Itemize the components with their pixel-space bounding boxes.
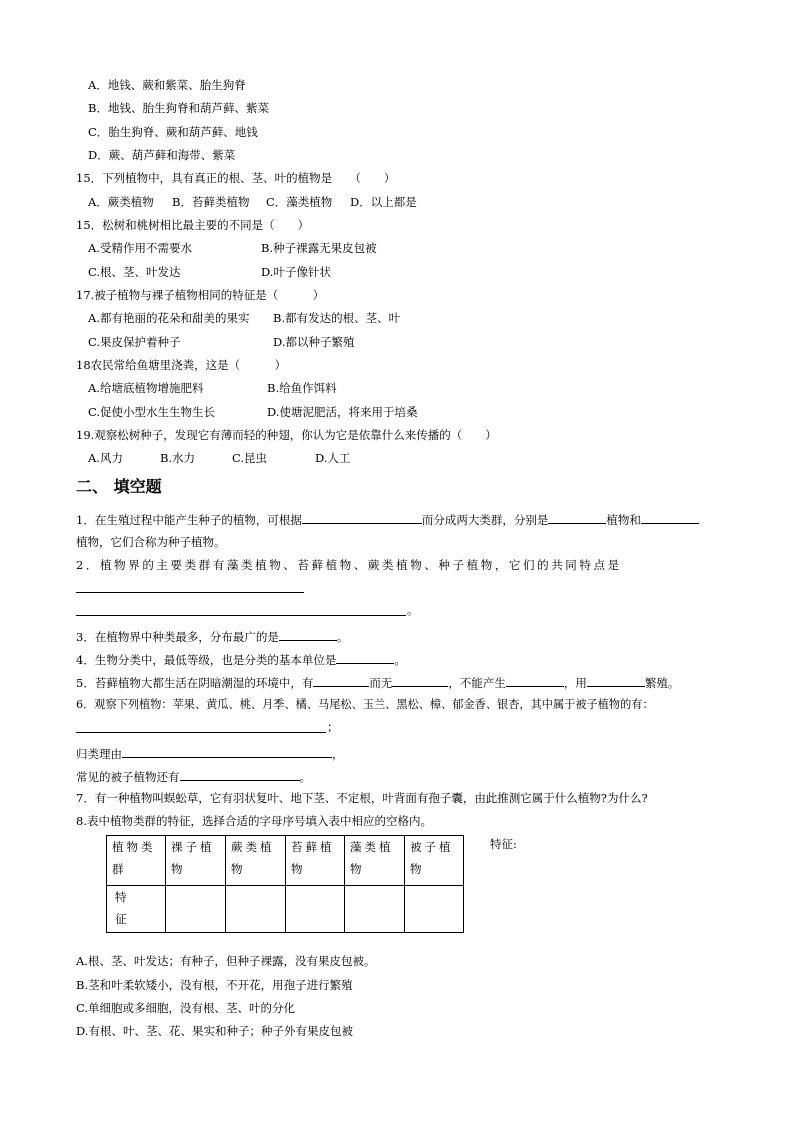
q15a-option-d: D．以上都是: [350, 195, 417, 209]
q18-option-b: B.给鱼作饵料: [267, 381, 337, 395]
table-header-cell: 藻类植物: [345, 836, 405, 886]
q14-option-d: D．蕨、葫芦藓和海带、紫菜: [88, 148, 236, 162]
answer-line[interactable]: [76, 615, 406, 616]
fill-q6-common: 常见的被子植物还有 。: [76, 767, 311, 785]
q14-option-b: B．地钱、胎生狗脊和葫芦藓、紫菜: [88, 101, 269, 115]
table-header-cell: 植物类群: [107, 836, 166, 886]
q15b-option-c: C.根、茎、叶发达: [88, 265, 181, 279]
feature-a: A.根、茎、叶发达；有种子，但种子裸露，没有果皮包被。: [76, 954, 376, 968]
blank[interactable]: [336, 650, 394, 664]
fill-q1-line2: 植物，它们合称为种子植物。: [76, 535, 226, 549]
q15a-option-b: B．苔藓类植物: [172, 195, 250, 209]
table-row-label: 特征: [107, 886, 166, 933]
table-side-label: 特征:: [490, 837, 517, 851]
table-cell[interactable]: [345, 886, 405, 933]
fill-q1-line1: 1．在生殖过程中能产生种子的植物，可根据 而分成两大类群，分别是 植物和: [76, 510, 699, 528]
q19-option-c: C.昆虫: [232, 451, 268, 465]
fill-q6-semicolon: ；: [327, 720, 339, 734]
q15a-option-c: C．藻类植物: [266, 195, 333, 209]
q15b-option-a: A.受精作用不需要水: [88, 241, 192, 255]
section-2-heading: 二、 填空题: [76, 477, 162, 496]
blank[interactable]: [548, 510, 606, 524]
table-header-cell: 裸子植物: [166, 836, 226, 886]
q18-option-c: C.促使小型水生生物生长: [88, 405, 216, 419]
q17-stem: 17.被子植物与裸子植物相同的特征是（ ）: [76, 288, 325, 302]
fill-q3: 3．在植物界中种类最多，分布最广的是 。: [76, 627, 348, 645]
blank[interactable]: [641, 510, 699, 524]
q17-option-d: D.都以种子繁殖: [273, 335, 355, 349]
q17-option-a: A.都有艳丽的花朵和甜美的果实: [88, 311, 250, 325]
blank[interactable]: [180, 767, 300, 781]
table-cell[interactable]: [286, 886, 345, 933]
blank[interactable]: [506, 673, 564, 687]
feature-c: C.单细胞或多细胞，没有根、茎、叶的分化: [76, 1001, 296, 1015]
table-cell[interactable]: [226, 886, 286, 933]
q15b-option-d: D.叶子像针状: [261, 265, 331, 279]
table-header-cell: 被子植物: [405, 836, 464, 886]
q14-option-c: C．胎生狗脊、蕨和葫芦藓、地钱: [88, 125, 258, 139]
fill-q5: 5．苔藓植物大都生活在阴暗潮湿的环境中，有 而无 ，不能产生 ，用 繁殖。: [76, 673, 679, 691]
q17-option-c: C.果皮保护着种子: [88, 335, 181, 349]
table-header-cell: 苔藓植物: [286, 836, 345, 886]
q19-option-d: D.人工: [315, 451, 351, 465]
blank[interactable]: [587, 673, 645, 687]
q15b-option-b: B.种子裸露无果皮包被: [261, 241, 377, 255]
fill-q6-reason: 归类理由 ，: [76, 744, 344, 762]
q18-option-a: A.给塘底植物增施肥料: [88, 381, 204, 395]
q18-stem: 18农民常给鱼塘里浇粪，这是（ ）: [76, 358, 287, 372]
fill-q8: 8.表中植物类群的特征，选择合适的字母序号填入表中相应的空格内。: [76, 814, 432, 828]
blank[interactable]: [302, 510, 422, 524]
table-header-row: [107, 836, 464, 886]
q19-stem: 19.观察松树种子，发现它有薄而轻的种翅，你认为它是依靠什么来传播的（ ）: [76, 428, 497, 442]
q14-option-a: A．地钱、蕨和紫菜、胎生狗脊: [88, 78, 246, 92]
blank[interactable]: [313, 673, 369, 687]
q15a-option-a: A．蕨类植物: [88, 195, 154, 209]
q18-option-d: D.使塘泥肥活，将来用于培桑: [267, 405, 418, 419]
answer-line[interactable]: [76, 592, 304, 593]
blank[interactable]: [122, 744, 332, 758]
fill-q2-stem: 2．植物界的主要类群有藻类植物、苔藓植物、蕨类植物、种子植物，它们的共同特点是: [76, 558, 622, 572]
q17-option-b: B.都有发达的根、茎、叶: [273, 311, 401, 325]
q15a-stem: 15．下列植物中，具有真正的根、茎、叶的植物是 （ ）: [76, 171, 396, 185]
table-cell[interactable]: [166, 886, 226, 933]
feature-d: D.有根、叶、茎、花、果实和种子；种子外有果皮包被: [76, 1024, 353, 1038]
table-header-cell: 蕨类植物: [226, 836, 286, 886]
table-cell[interactable]: [405, 886, 464, 933]
fill-q6-stem: 6．观察下列植物：苹果、黄瓜、桃、月季、橘、马尾松、玉兰、黑松、樟、郁金香、银杏，其中属于被子植物的有：: [76, 698, 654, 711]
blank[interactable]: [392, 673, 448, 687]
q15b-stem: 15．松树和桃树相比最主要的不同是（ ）: [76, 218, 310, 232]
answer-line[interactable]: [76, 732, 326, 733]
fill-q2-end: 。: [407, 603, 419, 617]
feature-b: B.茎和叶柔软矮小，没有根，不开花，用孢子进行繁殖: [76, 978, 353, 992]
fill-q7: 7．有一种植物叫蜈蚣草，它有羽状复叶、地下茎、不定根，叶背面有孢子囊，由此推测它属于什么植物?为什么?: [76, 791, 648, 805]
feature-table: [106, 835, 464, 933]
blank[interactable]: [279, 627, 337, 641]
q19-option-a: A.风力: [88, 451, 123, 465]
table-row: [107, 886, 464, 933]
fill-q4: 4．生物分类中，最低等级，也是分类的基本单位是 。: [76, 650, 406, 668]
q19-option-b: B.水力: [160, 451, 196, 465]
